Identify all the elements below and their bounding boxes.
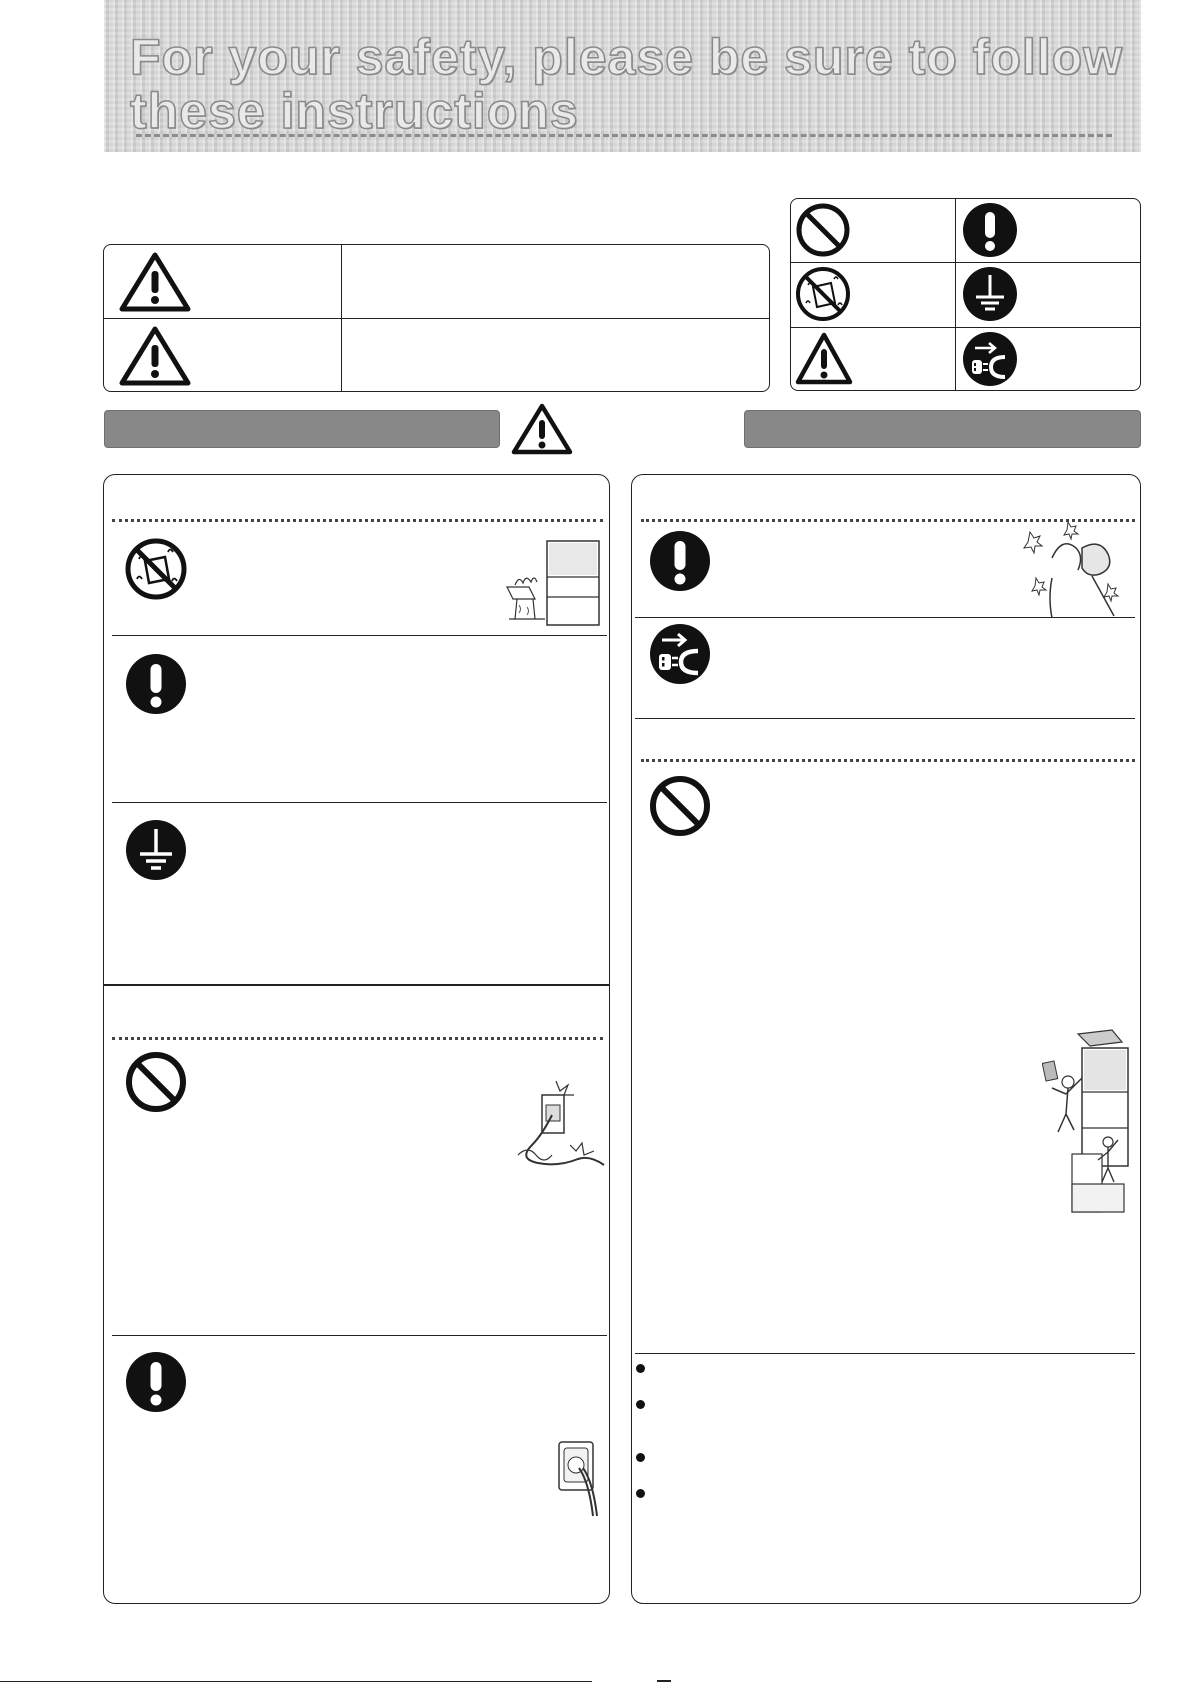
refrigerator-water-illustration: [505, 535, 605, 631]
dotted-separator: [641, 759, 1135, 762]
footer-rule: [0, 1681, 592, 1682]
title-underline: [136, 134, 1112, 137]
bullet-point: [636, 1400, 645, 1409]
bullet-point: [636, 1489, 645, 1498]
symbol-legend: [790, 198, 1141, 391]
prohibited-icon: [124, 1050, 188, 1114]
signal-row-caution: [104, 318, 769, 392]
warning-triangle-icon: [510, 402, 574, 456]
section-bar-left: [104, 410, 500, 448]
page-title: For your safety, please be sure to follow these instructions: [130, 29, 1124, 139]
section-bar-right: [744, 410, 1141, 448]
wall-outlet-illustration: [555, 1438, 607, 1518]
ground-icon: [124, 818, 188, 882]
prohibited-icon: [648, 774, 712, 838]
signal-row-warning: [104, 245, 769, 318]
exclamation-icon: [961, 201, 1019, 259]
bullet-point: [636, 1453, 645, 1462]
warning-triangle-icon: [118, 251, 192, 313]
warning-triangle-icon: [118, 325, 192, 387]
hand-wiping-illustration: [1022, 518, 1134, 620]
prohibited-icon: [794, 201, 852, 259]
unplug-icon: [648, 622, 712, 686]
page-number-mark: [657, 1680, 671, 1682]
damaged-cord-illustration: [512, 1075, 608, 1187]
exclamation-icon: [124, 652, 188, 716]
no-water-splash-icon: [124, 537, 188, 601]
dotted-separator: [112, 1037, 603, 1040]
dotted-separator: [112, 519, 603, 522]
unplug-icon: [961, 330, 1019, 388]
warning-triangle-icon: [794, 330, 854, 388]
signal-word-table: [103, 244, 770, 392]
bullet-point: [636, 1364, 645, 1373]
child-climbing-illustration: [1042, 1028, 1134, 1220]
no-water-splash-icon: [794, 265, 852, 323]
exclamation-icon: [124, 1350, 188, 1414]
exclamation-icon: [648, 529, 712, 593]
ground-icon: [961, 265, 1019, 323]
